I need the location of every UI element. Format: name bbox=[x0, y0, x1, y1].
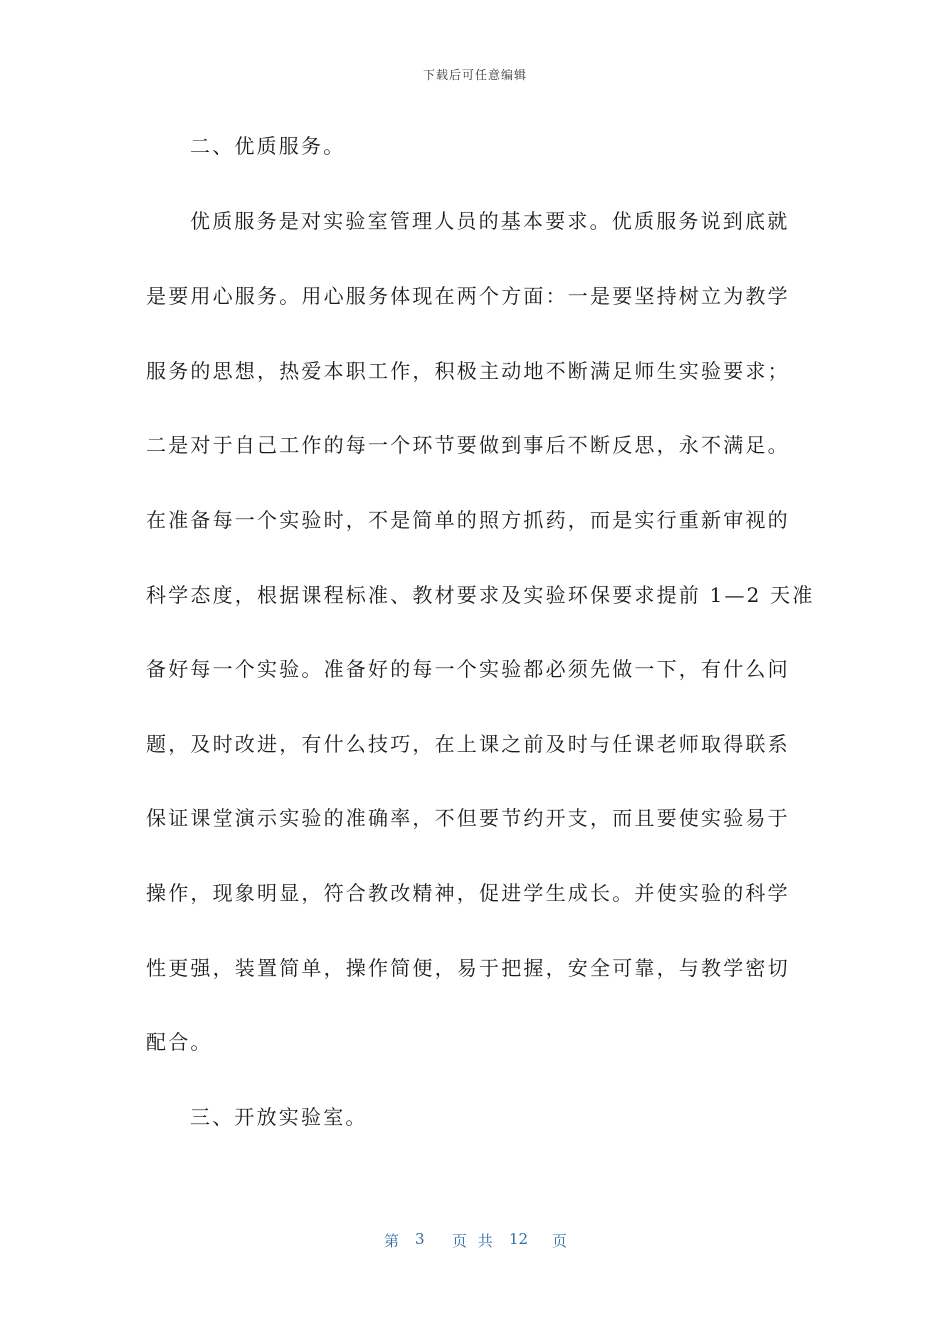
paragraph-line: 服务的思想，热爱本职工作，积极主动地不断满足师生实验要求； bbox=[146, 359, 790, 383]
paragraph-line: 科学态度，根据课程标准、教材要求及实验环保要求提前 1—2 天准 bbox=[146, 583, 815, 607]
paragraph-line: 操作，现象明显，符合教改精神，促进学生成长。并使实验的科学 bbox=[146, 881, 790, 905]
footer-prefix: 第 bbox=[384, 1232, 400, 1250]
paragraph-line: 性更强，装置简单，操作简便，易于把握，安全可靠，与教学密切 bbox=[146, 956, 790, 980]
section-heading: 三、开放实验室。 bbox=[190, 1105, 368, 1129]
footer-suffix: 页 bbox=[552, 1232, 568, 1250]
current-page-number: 3 bbox=[415, 1230, 425, 1248]
paragraph-line: 题，及时改进，有什么技巧，在上课之前及时与任课老师取得联系 bbox=[146, 732, 790, 756]
page-footer bbox=[0, 1230, 950, 1252]
footer-middle: 页 共 bbox=[452, 1232, 493, 1250]
paragraph-line: 优质服务是对实验室管理人员的基本要求。优质服务说到底就 bbox=[190, 209, 790, 233]
paragraph-line: 是要用心服务。用心服务体现在两个方面：一是要坚持树立为教学 bbox=[146, 284, 790, 308]
paragraph-line: 二是对于自己工作的每一个环节要做到事后不断反思，永不满足。 bbox=[146, 433, 790, 457]
page-header: 下载后可任意编辑 bbox=[422, 68, 527, 82]
paragraph-line: 备好每一个实验。准备好的每一个实验都必须先做一下，有什么问 bbox=[146, 657, 790, 681]
paragraph-line: 配合。 bbox=[146, 1030, 213, 1054]
total-pages-number: 12 bbox=[509, 1230, 529, 1248]
section-heading: 二、优质服务。 bbox=[190, 134, 346, 158]
paragraph-line: 保证课堂演示实验的准确率，不但要节约开支，而且要使实验易于 bbox=[146, 806, 790, 830]
paragraph-line: 在准备每一个实验时，不是简单的照方抓药，而是实行重新审视的 bbox=[146, 508, 790, 532]
